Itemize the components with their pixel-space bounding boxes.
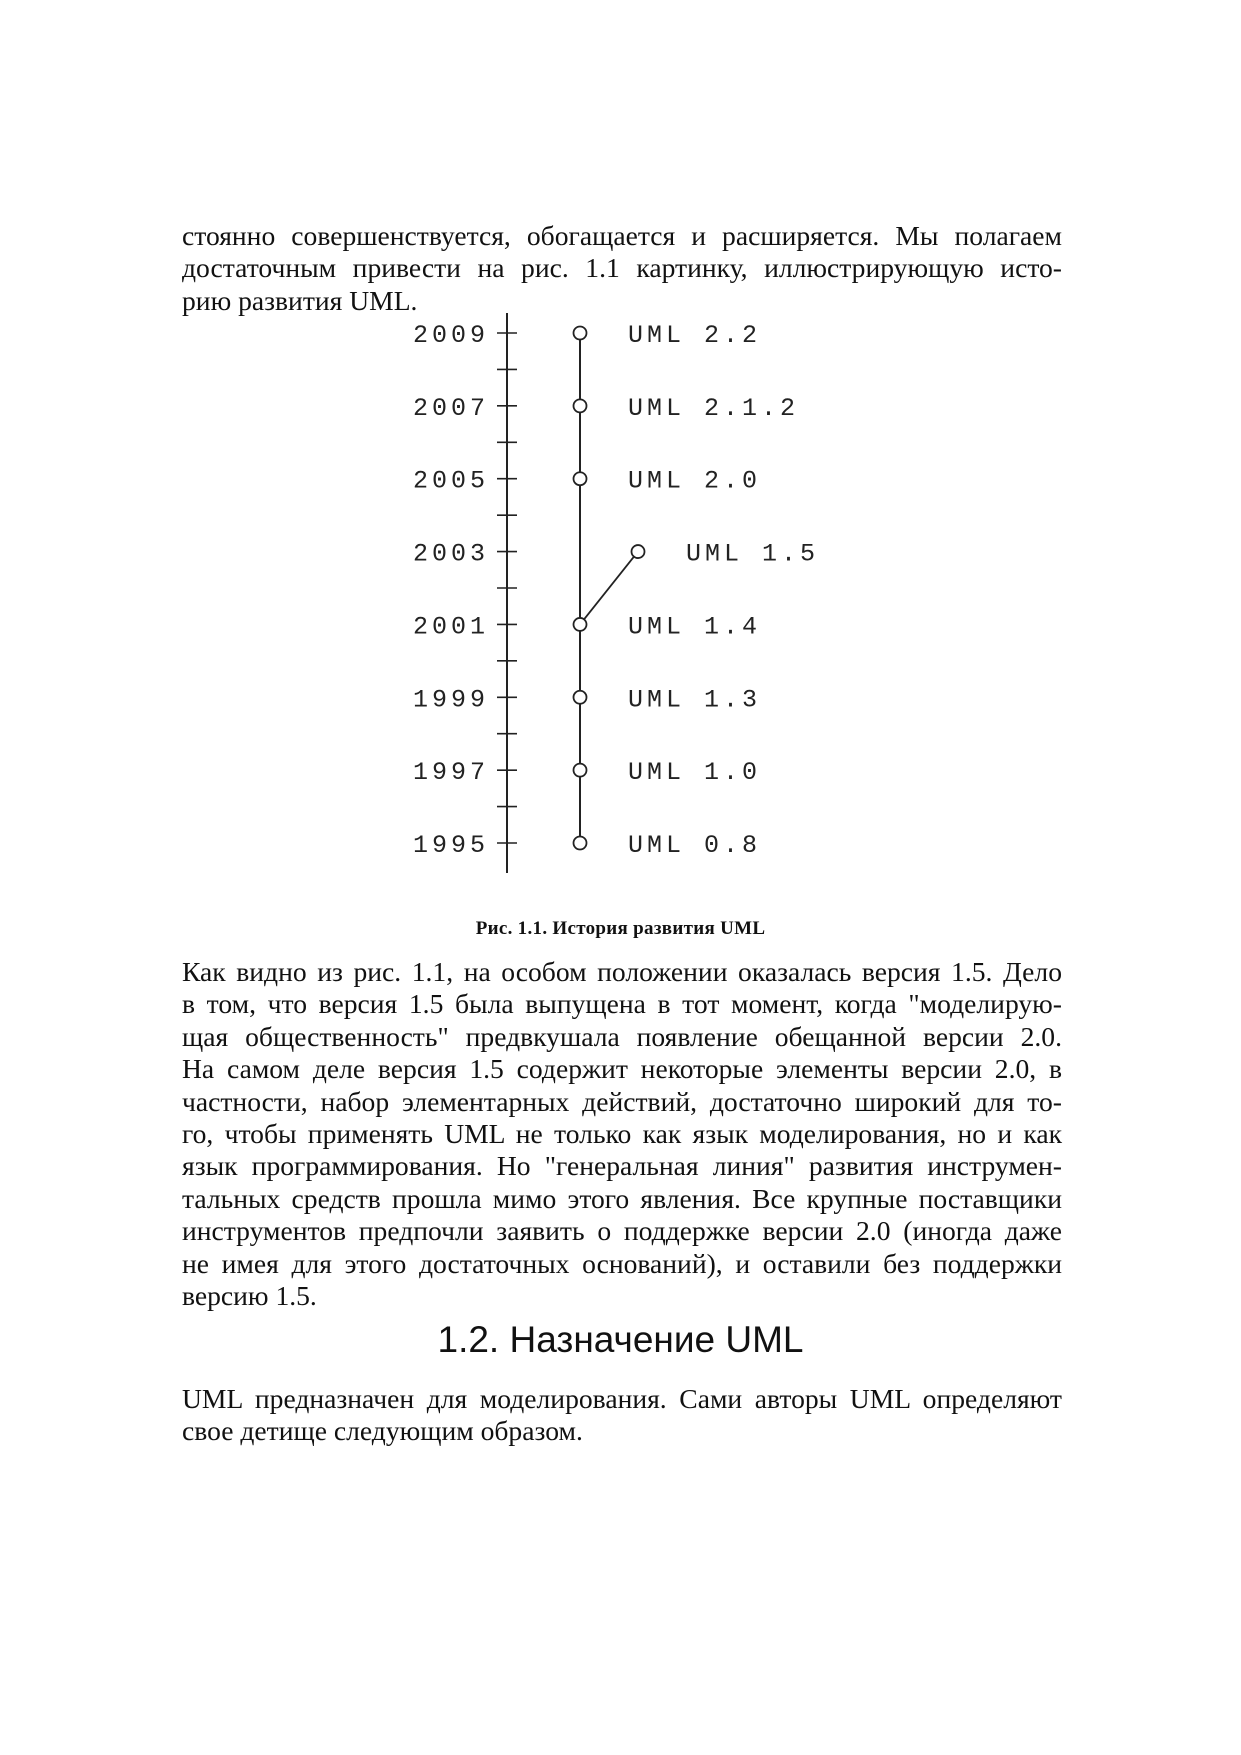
intro-line: стоянно совершенствуется, обогащается и расширяется. Мы полагаем bbox=[182, 220, 1062, 251]
release-node bbox=[632, 545, 645, 558]
year-label: 1999 bbox=[412, 685, 489, 715]
body-line: инструментов предпочли заявить о поддержке версии 2.0 (иногда даже bbox=[182, 1215, 1062, 1247]
body-line: в том, что версия 1.5 была выпущена в тот момент, когда "моделирую- bbox=[182, 988, 1062, 1020]
body-line: На самом деле версия 1.5 содержит некоторые элементы версии 2.0, в bbox=[182, 1053, 1062, 1085]
year-label: 1997 bbox=[412, 758, 489, 788]
release-node bbox=[574, 691, 587, 704]
intro-line: рию развития UML. bbox=[182, 284, 418, 316]
year-label: 2003 bbox=[412, 539, 489, 569]
release-label: UML 2.0 bbox=[628, 466, 762, 496]
year-label: 1995 bbox=[412, 831, 489, 860]
body-line: Как видно из рис. 1.1, на особом положении оказалась версия 1.5. Дело bbox=[182, 956, 1062, 987]
release-node bbox=[574, 327, 587, 340]
body-line: тальных средств прошла мимо этого явления. Все крупные поставщики bbox=[182, 1182, 1062, 1214]
release-node bbox=[574, 837, 587, 850]
release-label: UML 1.0 bbox=[628, 758, 762, 788]
release-label: UML 1.4 bbox=[628, 612, 762, 642]
section-paragraph bbox=[182, 1383, 1062, 1448]
body-line: щая общественность" предвкушала появление обещанной версии 2.0. bbox=[182, 1020, 1062, 1052]
section-line: свое детище следующим образом. bbox=[182, 1415, 583, 1447]
body-line: не имея для этого достаточных оснований), и оставили без поддержки bbox=[182, 1247, 1062, 1279]
release-label: UML 0.8 bbox=[628, 831, 762, 860]
release-label: UML 1.5 bbox=[686, 539, 820, 569]
body-paragraph bbox=[182, 956, 1062, 1312]
intro-line: достаточным привести на рис. 1.1 картинку, иллюстрирующую исто- bbox=[182, 252, 1062, 284]
body-line: версию 1.5. bbox=[182, 1280, 317, 1312]
body-line: частности, набор элементарных действий, достаточно широкий для то- bbox=[182, 1085, 1062, 1117]
uml-history-timeline bbox=[0, 300, 1241, 920]
year-label: 2009 bbox=[412, 321, 489, 350]
body-line: го, чтобы применять UML не только как язык моделирования, но и как bbox=[182, 1118, 1062, 1150]
release-node bbox=[574, 399, 587, 412]
release-node bbox=[574, 764, 587, 777]
release-label: UML 1.3 bbox=[628, 685, 762, 715]
release-label: UML 2.1.2 bbox=[628, 393, 800, 423]
year-label: 2001 bbox=[412, 612, 489, 642]
year-label: 2005 bbox=[412, 466, 489, 496]
year-label: 2007 bbox=[412, 393, 489, 423]
release-node bbox=[574, 618, 587, 631]
release-label: UML 2.2 bbox=[628, 321, 762, 350]
section-heading: 1.2. Назначение UML bbox=[437, 1319, 804, 1360]
section-line: UML предназначен для моделирования. Сами авторы UML определяют bbox=[182, 1383, 1062, 1414]
release-node bbox=[574, 472, 587, 485]
body-line: язык программирования. Но "генеральная линия" развития инструмен- bbox=[182, 1150, 1062, 1182]
figure-caption: Рис. 1.1. История развития UML bbox=[475, 918, 766, 939]
